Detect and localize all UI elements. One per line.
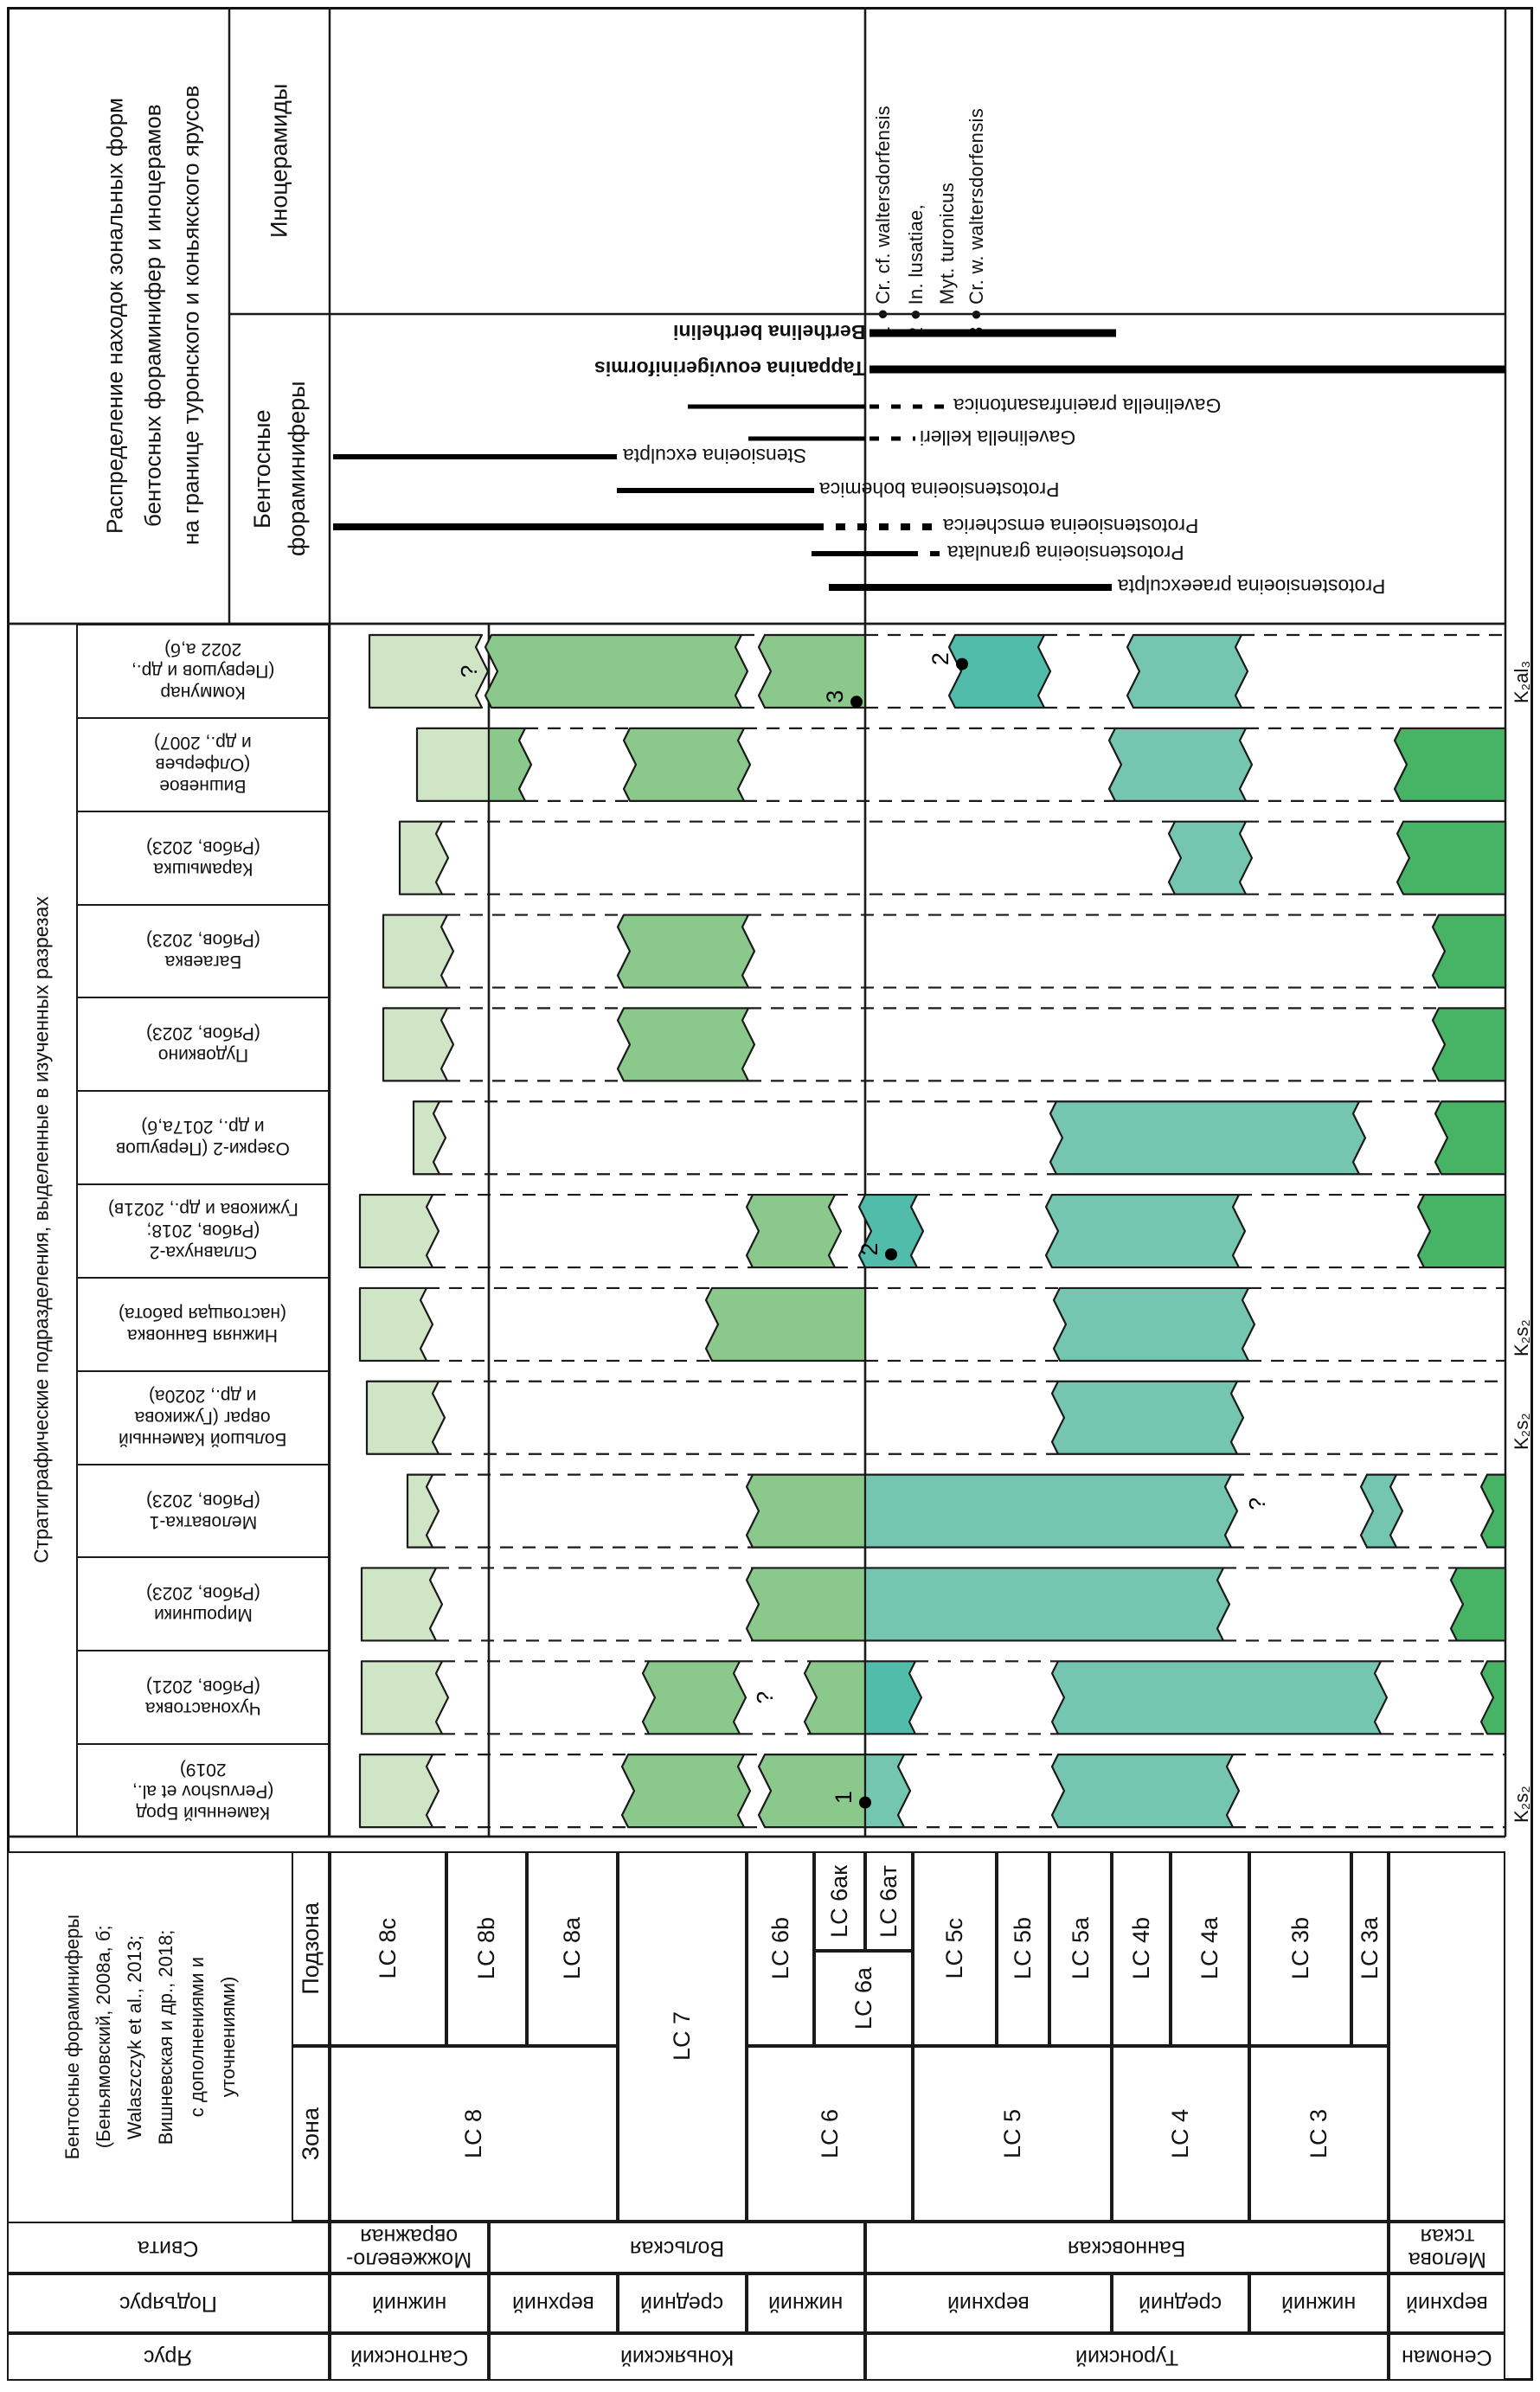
strat-bar xyxy=(618,915,754,988)
zone-cell: LC 6 xyxy=(747,2046,913,2222)
foram-header-line: уточнениями) xyxy=(216,1977,239,2098)
species-name: Protostensioeina granulata xyxy=(947,542,1184,564)
species-name: Berthelina berthelini xyxy=(672,321,865,343)
species-name: Protostensioeina emscherica xyxy=(943,515,1199,537)
svita-cell: Вольская xyxy=(489,2222,865,2273)
strat-bar xyxy=(1433,915,1505,988)
svita-cell: Банновская xyxy=(865,2222,1389,2273)
stage-cell: Сантонский xyxy=(330,2333,489,2381)
strat-bar xyxy=(1481,1475,1505,1548)
strat-bar xyxy=(360,1754,439,1827)
strat-bar xyxy=(747,1195,841,1267)
strat-bar xyxy=(489,728,531,801)
section-name: Мирошники (Рябов, 2023) xyxy=(145,1583,260,1626)
inoceramid-find-dot xyxy=(956,658,968,670)
section-name: Большой Каменный овраг (Гужикова и др., 2020а) xyxy=(119,1386,287,1450)
foram-header-line: Walaszczyk et al., 2013; xyxy=(123,1934,145,2140)
svita-cell: Можжевело- овражная xyxy=(330,2222,489,2273)
strat-bar xyxy=(706,1288,865,1361)
species-name: Protostensioeina bohemica xyxy=(819,478,1060,501)
k2-index-label: K₂s₂ xyxy=(1511,1786,1532,1824)
strat-bar xyxy=(417,728,489,801)
strat-bar xyxy=(414,1101,446,1174)
benthic-label-line: Бентосные xyxy=(249,409,275,529)
subzone-cell: LC 8b xyxy=(446,1851,527,2046)
figure-title-line: Распределение находок зональных форм xyxy=(101,97,128,534)
substage-cell: верхний xyxy=(1389,2273,1505,2333)
strat-bar xyxy=(1046,1195,1245,1267)
zone-axis-label: Зона xyxy=(292,2046,330,2222)
substage-cell: нижний xyxy=(1249,2273,1389,2333)
species-name: Gavelinella praeinfrasantonica xyxy=(953,394,1222,417)
strat-bar xyxy=(805,1661,865,1734)
strat-bar xyxy=(1435,1101,1505,1174)
k2-index-label: K₂s₂ xyxy=(1511,1319,1532,1356)
subzone-cell: LC 6ак xyxy=(814,1851,865,1951)
strat-bar xyxy=(367,1382,445,1454)
subzone-cell: LC 5b xyxy=(997,1851,1049,2046)
section-name: Коммунар (Первушов и др., 2022 а,б) xyxy=(131,639,275,703)
species-name: Stensioeina exculpta xyxy=(623,445,807,467)
strat-bar xyxy=(360,1288,433,1361)
strat-bar xyxy=(383,915,453,988)
sections-axis-label: Стратиграфические подразделения, выделенные в изученных разрезах xyxy=(29,896,53,1564)
strat-bar xyxy=(865,1661,921,1734)
subzone-cell: LC 5a xyxy=(1049,1851,1112,2046)
subzone-cell: LC 6ат xyxy=(865,1851,913,1951)
section-name: Каменный Брод (Pervushov et al., 2019) xyxy=(132,1759,274,1823)
inoceramid-find-dot xyxy=(850,696,863,708)
stage-cell: Сеноман xyxy=(1389,2333,1505,2381)
stage-cell: Коньякский xyxy=(489,2333,865,2381)
foram-header-line: Вишневская и др., 2018; xyxy=(154,1929,176,2145)
strat-bar xyxy=(362,1568,442,1640)
strat-bar xyxy=(1433,1008,1505,1081)
strat-bar xyxy=(1127,635,1248,708)
substage-axis-label: Подъярус xyxy=(7,2273,330,2333)
subzone-cell: LC 6a xyxy=(814,1951,913,2046)
strat-bar xyxy=(1395,728,1505,801)
section-name: Сплавнуха-2 (Рябов, 2018; Гужикова и др., 2021в) xyxy=(107,1199,298,1263)
section-name: Нижняя Банновка (настоящая работа) xyxy=(119,1303,287,1345)
inoceramid-find-number: 2 xyxy=(857,1242,882,1256)
subzone-cell: LC 8a xyxy=(527,1851,618,2046)
strat-bar xyxy=(865,1754,910,1827)
strat-bar xyxy=(1054,1288,1254,1361)
substage-cell: верхний xyxy=(489,2273,618,2333)
species-name: Tappanina eouvigeriniformis xyxy=(594,357,865,380)
strat-bar xyxy=(1052,1382,1243,1454)
stage-axis-label: Ярус xyxy=(7,2333,330,2381)
zone-cell: LC 8 xyxy=(330,2046,618,2222)
inoceramid-find-dot xyxy=(885,1248,897,1260)
strat-bar xyxy=(622,1754,750,1827)
subzone-axis-label: Подзона xyxy=(292,1851,330,2046)
figure-title-line: на границе туронского и коньякского ярусов xyxy=(177,85,204,546)
strat-bar xyxy=(400,822,448,895)
zone-cell: LC 3 xyxy=(1249,2046,1389,2222)
legend-item-1: 1●Cr. cf. waltersdorfensis xyxy=(872,106,894,337)
subzone-cell: LC 4b xyxy=(1112,1851,1171,2046)
strat-bar xyxy=(747,1475,865,1548)
substage-cell: верхний xyxy=(865,2273,1112,2333)
subzone-cell: LC 4a xyxy=(1171,1851,1249,2046)
uncertainty-question-mark: ? xyxy=(1244,1497,1270,1510)
section-name: Чухонастовка (Рябов, 2021) xyxy=(144,1677,261,1719)
foram-header-line: (Беньямовский, 2008а, б; xyxy=(92,1926,114,2149)
k2-index-label: K₂s₂ xyxy=(1511,1412,1532,1450)
figure-title-line: бентосных фораминифер и иноцерамов xyxy=(139,104,166,527)
species-name: Protostensioeina praeexculpta xyxy=(1118,575,1386,598)
inoceramid-find-number: 3 xyxy=(822,689,848,703)
strat-bar xyxy=(618,1008,754,1081)
section-name: Багаевка (Рябов, 2023) xyxy=(145,930,260,972)
strat-bar xyxy=(1418,1195,1505,1267)
inoceramids-panel-label: Иноцерамиды xyxy=(266,83,292,238)
strat-bar xyxy=(360,1195,439,1267)
strat-bar xyxy=(1050,1101,1365,1174)
subzone-cell: LC 3b xyxy=(1249,1851,1351,2046)
strat-bar xyxy=(747,1568,865,1640)
uncertainty-question-mark: ? xyxy=(752,1691,778,1704)
inoceramid-find-number: 2 xyxy=(927,652,953,666)
zone-cell: LC 4 xyxy=(1112,2046,1249,2222)
strat-bar xyxy=(643,1661,746,1734)
substage-cell: средний xyxy=(1112,2273,1249,2333)
strat-bar xyxy=(383,1008,453,1081)
svita-axis-label: Свита xyxy=(7,2222,330,2273)
species-name: Gavelinella kelleri xyxy=(920,426,1076,449)
strat-bar xyxy=(1052,1661,1387,1734)
foram-header-line: Бентосные фораминиферы xyxy=(61,1914,83,2160)
svita-cell: Мелова тская xyxy=(1389,2222,1505,2273)
strat-bar xyxy=(362,1661,448,1734)
inoceramid-find-number: 1 xyxy=(831,1791,857,1805)
section-name: Вишневое (Олферьев и др., 2007) xyxy=(154,733,252,797)
section-name: Карамышка (Рябов, 2023) xyxy=(145,837,260,879)
legend-item-4: 3●Cr. w. waltersdorfensis xyxy=(966,108,987,337)
strat-bar xyxy=(1052,1754,1239,1827)
substage-cell: нижний xyxy=(747,2273,865,2333)
subzone-cell: LC 6b xyxy=(747,1851,814,2046)
strat-bar xyxy=(865,1568,1229,1640)
benthic-label-line: фораминиферы xyxy=(284,381,310,557)
strat-bar xyxy=(624,728,750,801)
uncertainty-question-mark: ? xyxy=(456,664,482,678)
substage-cell: средний xyxy=(618,2273,747,2333)
zone-cell: LC 7 xyxy=(618,1851,747,2222)
inoceramid-find-dot xyxy=(859,1797,871,1809)
legend-item-2: 2●In. lusatiae, xyxy=(905,203,927,337)
subzone-cell: LC 8c xyxy=(330,1851,446,2046)
subzone-cell: LC 5c xyxy=(913,1851,997,2046)
zone-cell: LC 5 xyxy=(913,2046,1112,2222)
strat-bar xyxy=(1451,1568,1505,1640)
k2-index-label: K₂al₃ xyxy=(1511,660,1532,703)
strat-bar xyxy=(759,635,865,708)
strat-bar xyxy=(485,635,748,708)
substage-cell: нижний xyxy=(330,2273,489,2333)
strat-bar xyxy=(865,1475,1237,1548)
strat-bar xyxy=(407,1475,439,1548)
section-name: Меловатка-1 (Рябов, 2023) xyxy=(145,1490,260,1532)
stage-cell: Туронский xyxy=(865,2333,1389,2381)
legend-item-3: Myt. turonicus xyxy=(936,182,958,305)
strat-bar xyxy=(1397,822,1505,895)
subzone-cell: LC 3a xyxy=(1351,1851,1389,2046)
section-name: Пудовкино (Рябов, 2023) xyxy=(145,1023,260,1066)
strat-bar xyxy=(1481,1661,1505,1734)
strat-bar xyxy=(949,635,1050,708)
section-name: Озерки-2 (Первушов и др., 2017а,б) xyxy=(116,1117,290,1159)
strat-bar xyxy=(1169,822,1252,895)
strat-bar xyxy=(1361,1475,1402,1548)
foram-header-line: с дополнениями и xyxy=(185,1957,208,2118)
strat-bar xyxy=(1109,728,1252,801)
